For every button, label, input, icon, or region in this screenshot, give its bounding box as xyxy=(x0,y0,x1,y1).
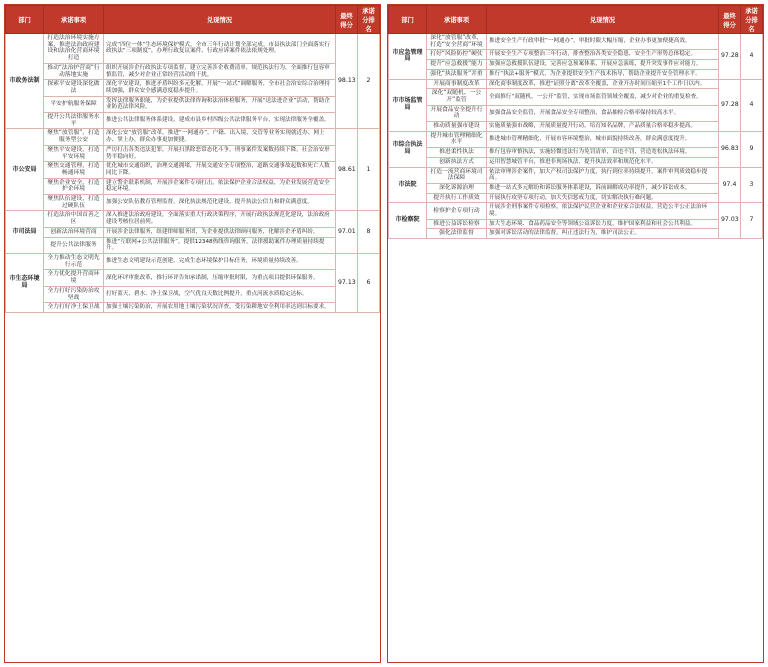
dept-cell: 市生态环境局 xyxy=(6,253,44,312)
item-cell: 提升公共法律服务 xyxy=(44,237,104,253)
detail-cell: 推进“互联网+公共法律服务”，提供12348热线咨询服务，法律援助案件办理质量持续提升。 xyxy=(104,237,336,253)
detail-cell: 打好蓝天、碧水、净土保卫战，空气优良天数比例提升，重点河流水质稳定达标。 xyxy=(104,286,336,302)
detail-cell: 加强土壤污染防治，开展农用地土壤污染状况详查，受污染耕地安全利用率达到目标要求。 xyxy=(104,303,336,313)
table-row xyxy=(389,122,763,132)
table-row xyxy=(6,129,380,145)
header-item: 承诺事项 xyxy=(44,6,104,34)
score-cell: 97.4 xyxy=(719,167,741,203)
item-cell: 全力打好污染防治攻坚战 xyxy=(44,286,104,302)
detail-cell: 运用智慧城管平台，推进非现场执法，提升执法效率和规范化水平。 xyxy=(487,157,719,167)
detail-cell: 推进安全生产行政审批“一网通办”，审批时限大幅压缩，企业办事更加便捷高效。 xyxy=(487,34,719,50)
item-cell: 提升城市管理精细化水平 xyxy=(427,131,487,147)
detail-cell: 深化公安“放管服”改革，推进“一网通办”，户籍、出入境、交管等业务实现就近办、网上办、掌上办，群众办事更加便捷。 xyxy=(104,129,336,145)
item-cell: 打造一流营商环境司法保障 xyxy=(427,167,487,183)
item-cell: 推动“法治护营商”行动落地实施 xyxy=(44,63,104,79)
item-cell: 聚焦“放管服”，打造服务型公安 xyxy=(44,129,104,145)
table-row xyxy=(6,270,380,286)
table-row xyxy=(389,89,763,105)
right-table-body xyxy=(389,34,763,239)
dept-cell: 市公安局 xyxy=(6,129,44,211)
table-row xyxy=(6,237,380,253)
table-row xyxy=(6,227,380,237)
detail-cell: 开展涉企刑事案件专项检察，依法保护民营企业和企业家合法权益，营造公平公正法治环境。 xyxy=(487,203,719,219)
table-row xyxy=(389,183,763,193)
left-table-body xyxy=(6,34,380,313)
table-row xyxy=(389,229,763,239)
table-row xyxy=(6,80,380,96)
table-row xyxy=(6,286,380,302)
dept-cell: 市市场监管局 xyxy=(389,79,427,131)
header-dept: 部门 xyxy=(389,6,427,34)
header-rank: 承诺分排名 xyxy=(741,6,763,34)
table-row xyxy=(389,34,763,50)
item-cell: 检察护企专项行动 xyxy=(427,203,487,219)
header-rank: 承诺分排名 xyxy=(358,6,380,34)
item-cell: 推动质量强市建设 xyxy=(427,122,487,132)
table-row xyxy=(389,105,763,121)
table-row xyxy=(389,203,763,219)
item-cell: 提升执行工作质效 xyxy=(427,193,487,203)
score-cell: 97.13 xyxy=(336,253,358,312)
right-table-panel xyxy=(387,4,764,663)
item-cell: 打好“风险防控”硬仗 xyxy=(427,50,487,60)
table-row xyxy=(6,303,380,313)
detail-cell: 组织开展涉企行政执法专项监督，建立完善涉企收费清单，规范执法行为，全面推行包容审慎监管，减少对企业正常经营活动的干扰。 xyxy=(104,63,336,79)
detail-cell: 推行“执法+服务”模式，为企业提供安全生产技术指导，帮助企业提升安全管理水平。 xyxy=(487,69,719,79)
item-cell: 全力打好净土保卫战 xyxy=(44,303,104,313)
item-cell: 开展食品安全提升行动 xyxy=(427,105,487,121)
table-row xyxy=(6,162,380,178)
item-cell: 强化法律监督 xyxy=(427,229,487,239)
item-cell: 聚焦交通管理，打造畅通环境 xyxy=(44,162,104,178)
item-cell: 平安护航服务保障 xyxy=(44,96,104,112)
score-cell: 97.28 xyxy=(719,79,741,131)
score-cell: 96.83 xyxy=(719,131,741,167)
item-cell: 深化“双随机、一公开”监管 xyxy=(427,89,487,105)
detail-cell: 建立警企联系机制，开展涉企案件专项打击，依法保护企业合法权益，为企业发展营造安全稳定环境。 xyxy=(104,178,336,194)
item-cell: 提升公共法律服务水平 xyxy=(44,113,104,129)
dept-cell: 市政务法制 xyxy=(6,34,44,129)
right-table-header xyxy=(389,6,763,34)
item-cell: 全力推动生态文明先行示范 xyxy=(44,253,104,269)
item-cell: 提升“应急救援”能力 xyxy=(427,60,487,70)
table-row xyxy=(389,131,763,147)
table-row xyxy=(6,96,380,112)
item-cell: 创新执法方式 xyxy=(427,157,487,167)
table-row xyxy=(389,219,763,229)
detail-cell: 开展执行攻坚专项行动，加大失信惩戒力度，切实解决执行难问题。 xyxy=(487,193,719,203)
detail-cell: 推进生态文明建设示范创建，完成生态环境保护目标任务，环境质量持续改善。 xyxy=(104,253,336,269)
score-cell: 97.28 xyxy=(719,34,741,80)
rank-cell: 3 xyxy=(741,167,763,203)
table-row xyxy=(389,69,763,79)
item-cell: 全力优化提升营商环境 xyxy=(44,270,104,286)
left-table xyxy=(5,5,380,313)
table-row xyxy=(6,113,380,129)
item-cell: 开展商事制度改革 xyxy=(427,79,487,89)
rank-cell: 6 xyxy=(358,253,380,312)
table-row xyxy=(389,79,763,89)
detail-cell: 推进一站式多元解纷和诉讼服务体系建设，诉前调解成功率提升，减少诉讼成本。 xyxy=(487,183,719,193)
item-cell: 打造法治环境实施方案，推进法治政府建设和法治化营商环境打造 xyxy=(44,34,104,64)
rank-cell: 1 xyxy=(358,129,380,211)
header-item: 承诺事项 xyxy=(427,6,487,34)
right-table xyxy=(388,5,763,239)
left-table-header xyxy=(6,6,380,34)
rank-cell: 7 xyxy=(741,203,763,239)
detail-cell: 开展安全生产专项整治三年行动，排查整治各类安全隐患，安全生产形势总体稳定。 xyxy=(487,50,719,60)
detail-cell: 推进公共法律服务体系建设，建成市县乡村四级公共法律服务平台，实现法律服务全覆盖。 xyxy=(104,113,336,129)
score-cell: 97.01 xyxy=(336,211,358,254)
item-cell: 推进柔性执法 xyxy=(427,148,487,158)
item-cell: 聚焦队伍建设，打造过硬队伍 xyxy=(44,195,104,211)
detail-cell: 深化环评审批改革，推行环评告知承诺制，压缩审批时限，为重点项目提供环保服务。 xyxy=(104,270,336,286)
score-cell: 98.13 xyxy=(336,34,358,129)
rank-cell: 8 xyxy=(358,211,380,254)
detail-cell: 推进城市管理精细化，开展市容环境整治，城市面貌持续改善，群众满意度提升。 xyxy=(487,131,719,147)
header-dept: 部门 xyxy=(6,6,44,34)
table-row xyxy=(6,34,380,64)
dept-cell: 市综合执法局 xyxy=(389,131,427,167)
table-row xyxy=(6,63,380,79)
detail-cell: 开展涉企法律服务，组建律师服务团，为企业提供法律顾问服务，化解涉企矛盾纠纷。 xyxy=(104,227,336,237)
table-row xyxy=(6,211,380,227)
table-row xyxy=(6,178,380,194)
item-cell: 深化“放管服”改革，打造“安全营商”环境 xyxy=(427,34,487,50)
table-row xyxy=(389,148,763,158)
detail-cell: 加强对诉讼活动的法律监督，纠正违法行为，维护司法公正。 xyxy=(487,229,719,239)
item-cell: 打造法治中国首善之区 xyxy=(44,211,104,227)
score-cell: 98.61 xyxy=(336,129,358,211)
table-row xyxy=(6,253,380,269)
detail-cell: 发挥法律服务职能，为企业提供法律咨询和法治体检服务，开展“送法进企业”活动，帮助企业防范法律风险。 xyxy=(104,96,336,112)
detail-cell: 深化平安建设，推进矛盾纠纷多元化解，开展“一站式”调解服务，全市社会治安综合治理持续加强，群众安全感满意度稳步提升。 xyxy=(104,80,336,96)
left-table-panel xyxy=(4,4,381,663)
detail-cell: 加大生态环境、食品药品安全等领域公益诉讼力度，维护国家利益和社会公共利益。 xyxy=(487,219,719,229)
table-row xyxy=(6,195,380,211)
item-cell: 探索平安建设深化做法 xyxy=(44,80,104,96)
score-cell: 97.03 xyxy=(719,203,741,239)
detail-cell: 优化城市交通组织，治理交通拥堵，开展交通安全专项整治，道路交通事故起数和死亡人数同比下降。 xyxy=(104,162,336,178)
header-score: 最终得分 xyxy=(336,6,358,34)
header-score: 最终得分 xyxy=(719,6,741,34)
detail-cell: 严厉打击各类违法犯罪，开展扫黑除恶常态化斗争，刑事案件发案数持续下降，社会治安形势平稳向好。 xyxy=(104,145,336,161)
detail-cell: 推行包容审慎执法，实施轻微违法行为免罚清单，首违不罚，营造宽松执法环境。 xyxy=(487,148,719,158)
item-cell: 创新法治环境营商 xyxy=(44,227,104,237)
item-cell: 聚焦平安建设，打造平安环境 xyxy=(44,145,104,161)
rank-cell: 9 xyxy=(741,131,763,167)
header-detail: 兑现情况 xyxy=(104,6,336,34)
detail-cell: 深化商事制度改革，推进“证照分离”改革全覆盖，企业开办时间压缩至1个工作日以内。 xyxy=(487,79,719,89)
table-row xyxy=(389,50,763,60)
detail-cell: 实施质量强市战略，开展质量提升行动，培育知名品牌，产品质量合格率稳步提高。 xyxy=(487,122,719,132)
detail-cell: 完成“四位一体”生态环境保护模式，全市三年行动计划全部完成。市县执法部门全面落实行政执法“三项制度”，办理行政复议案件、行政应诉案件依法依规处理。 xyxy=(104,34,336,64)
item-cell: 强化“执法服务”并重 xyxy=(427,69,487,79)
header-detail: 兑现情况 xyxy=(487,6,719,34)
table-row xyxy=(389,193,763,203)
dept-cell: 市法院 xyxy=(389,167,427,203)
table-row xyxy=(389,157,763,167)
table-row xyxy=(389,60,763,70)
dept-cell: 市检察院 xyxy=(389,203,427,239)
dept-cell: 市应急管理局 xyxy=(389,34,427,80)
detail-cell: 加强公安队伍教育管理监督，深化执法规范化建设，提升执法公信力和群众满意度。 xyxy=(104,195,336,211)
detail-cell: 加强应急救援队伍建设，完善应急预案体系，开展应急演练，提升突发事件应对能力。 xyxy=(487,60,719,70)
rank-cell: 4 xyxy=(741,79,763,131)
rank-cell: 2 xyxy=(358,34,380,129)
item-cell: 推进公益诉讼检察 xyxy=(427,219,487,229)
detail-cell: 依法审理涉企案件，加大产权司法保护力度，执行到位率持续提升，案件审判质效稳步提高。 xyxy=(487,167,719,183)
detail-cell: 深入推进法治政府建设，全面落实重大行政决策程序，开展行政执法规范化建设，法治政府建设考核位居前列。 xyxy=(104,211,336,227)
rank-cell: 4 xyxy=(741,34,763,80)
item-cell: 聚焦企业安全，打造护企环境 xyxy=(44,178,104,194)
item-cell: 深化诉源治理 xyxy=(427,183,487,193)
detail-cell: 加强食品安全监管，开展食品安全专项整治，食品抽检合格率保持较高水平。 xyxy=(487,105,719,121)
dept-cell: 市司法局 xyxy=(6,211,44,254)
table-row xyxy=(6,145,380,161)
detail-cell: 全面推行“双随机、一公开”监管，实现市场监管领域全覆盖，减少对企业的重复检查。 xyxy=(487,89,719,105)
table-row xyxy=(389,167,763,183)
